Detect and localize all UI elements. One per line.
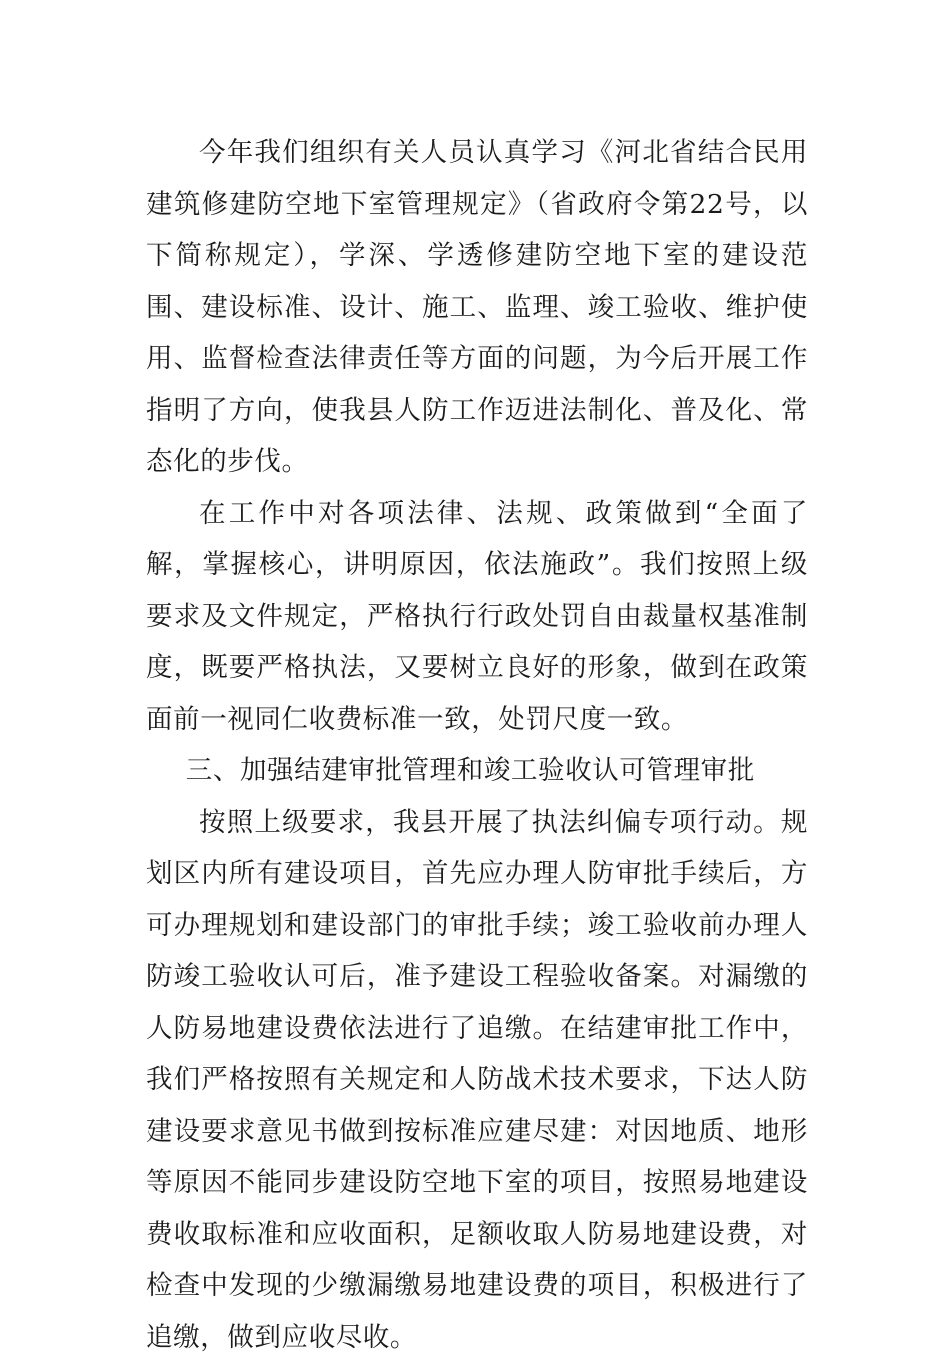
paragraph-law-enforcement: 在工作中对各项法律、法规、政策做到“全面了解，掌握核心，讲明原因，依法施政”。我们按照上级要求及文件规定，严格执行行政处罚自由裁量权基准制度，既要严格执法，又要树立良好的形象，做到在政策面前一视同仁收费标准一致，处罚尺度一致。 [146,488,808,746]
document-page [146,127,808,1363]
paragraph-study-regulations: 今年我们组织有关人员认真学习《河北省结合民用建筑修建防空地下室管理规定》（省政府令第22号，以下简称规定），学深、学透修建防空地下室的建设范围、建设标准、设计、施工、监理、竣工验收、维护使用、监督检查法律责任等方面的问题，为今后开展工作指明了方向，使我县人防工作迈进法制化、普及化、常态化的步伐。 [146,127,808,488]
paragraph-approval-management: 按照上级要求，我县开展了执法纠偏专项行动。规划区内所有建设项目，首先应办理人防审批手续后，方可办理规划和建设部门的审批手续；竣工验收前办理人防竣工验收认可后，准予建设工程验收备案。对漏缴的人防易地建设费依法进行了追缴。在结建审批工作中，我们严格按照有关规定和人防战术技术要求，下达人防建设要求意见书做到按标准应建尽建：对因地质、地形等原因不能同步建设防空地下室的项目，按照易地建设费收取标准和应收面积，足额收取人防易地建设费，对检查中发现的少缴漏缴易地建设费的项目，积极进行了追缴，做到应收尽收。 [146,797,808,1363]
section-heading: 三、加强结建审批管理和竣工验收认可管理审批 [146,745,808,797]
